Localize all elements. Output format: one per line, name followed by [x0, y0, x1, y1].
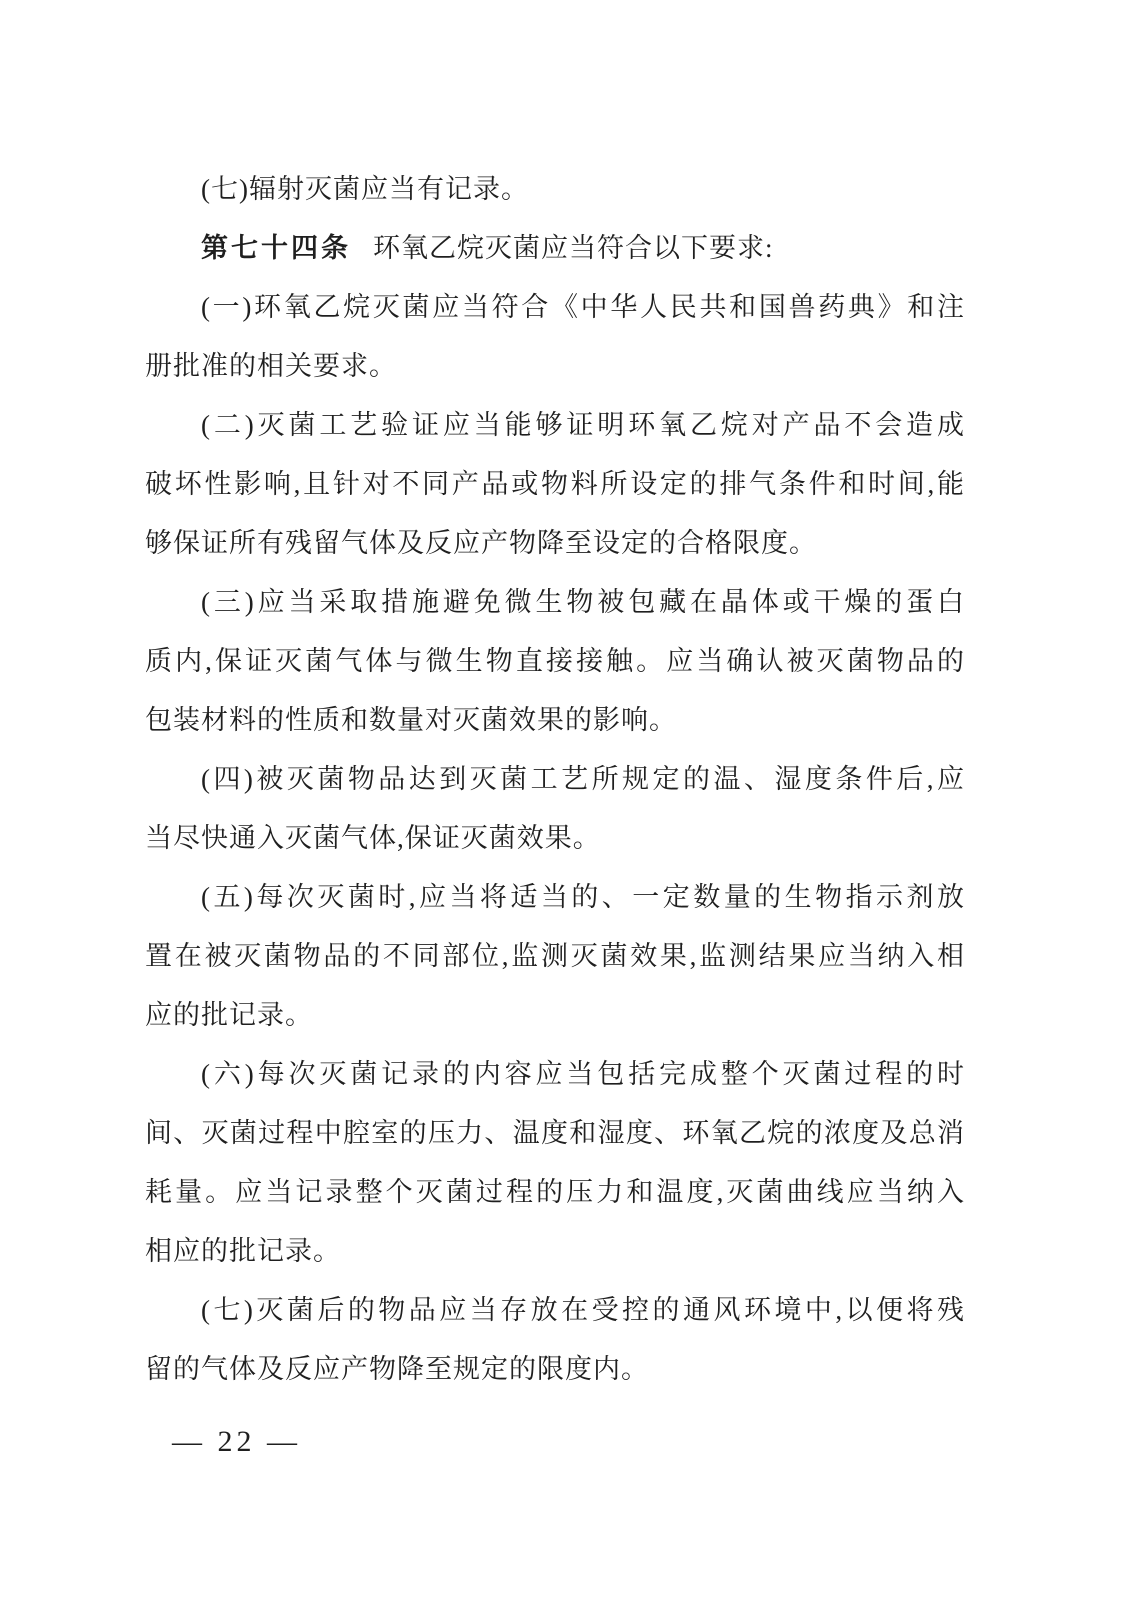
- paragraph: [145, 1281, 965, 1399]
- text-line: (一)环氧乙烷灭菌应当符合《中华人民共和国兽药典》和注: [201, 292, 965, 322]
- paragraph: [145, 160, 965, 219]
- text-line: 质内,保证灭菌气体与微生物直接接触。应当确认被灭菌物品的: [145, 646, 965, 676]
- article-number: 第七十四条: [201, 233, 351, 263]
- text-line: 包装材料的性质和数量对灭菌效果的影响。: [145, 705, 677, 735]
- text-line: (三)应当采取措施避免微生物被包藏在晶体或干燥的蛋白: [201, 587, 965, 617]
- text-line: 当尽快通入灭菌气体,保证灭菌效果。: [145, 823, 601, 853]
- text-line: (七)灭菌后的物品应当存放在受控的通风环境中,以便将残: [201, 1295, 965, 1325]
- heading-text: 环氧乙烷灭菌应当符合以下要求:: [373, 233, 774, 263]
- paragraph: [145, 573, 965, 750]
- text-line: 够保证所有残留气体及反应产物降至设定的合格限度。: [145, 528, 817, 558]
- text-line: (六)每次灭菌记录的内容应当包括完成整个灭菌过程的时: [201, 1059, 965, 1089]
- article-heading: [145, 219, 965, 278]
- page-number: — 22 —: [172, 1425, 301, 1458]
- text-line: 册批准的相关要求。: [145, 351, 397, 381]
- text-line: (四)被灭菌物品达到灭菌工艺所规定的温、湿度条件后,应: [201, 764, 965, 794]
- text-line: (五)每次灭菌时,应当将适当的、一定数量的生物指示剂放: [201, 882, 965, 912]
- paragraph: [145, 750, 965, 868]
- text-line: (二)灭菌工艺验证应当能够证明环氧乙烷对产品不会造成: [201, 410, 965, 440]
- heading-line: [145, 219, 965, 278]
- paragraph: [145, 868, 965, 1045]
- paragraph: [145, 396, 965, 573]
- text-line: 相应的批记录。: [145, 1236, 341, 1266]
- paragraph: [145, 278, 965, 396]
- text-line: (七)辐射灭菌应当有记录。: [201, 174, 529, 204]
- text-line: 应的批记录。: [145, 1000, 313, 1030]
- paragraph: [145, 1045, 965, 1281]
- text-line: 耗量。应当记录整个灭菌过程的压力和温度,灭菌曲线应当纳入: [145, 1177, 965, 1207]
- text-line: 破坏性影响,且针对不同产品或物料所设定的排气条件和时间,能: [145, 469, 965, 499]
- text-line: 置在被灭菌物品的不同部位,监测灭菌效果,监测结果应当纳入相: [145, 941, 965, 971]
- document-body: [145, 160, 965, 1399]
- text-line: 间、灭菌过程中腔室的压力、温度和湿度、环氧乙烷的浓度及总消: [145, 1118, 965, 1148]
- text-line: 留的气体及反应产物降至规定的限度内。: [145, 1354, 649, 1384]
